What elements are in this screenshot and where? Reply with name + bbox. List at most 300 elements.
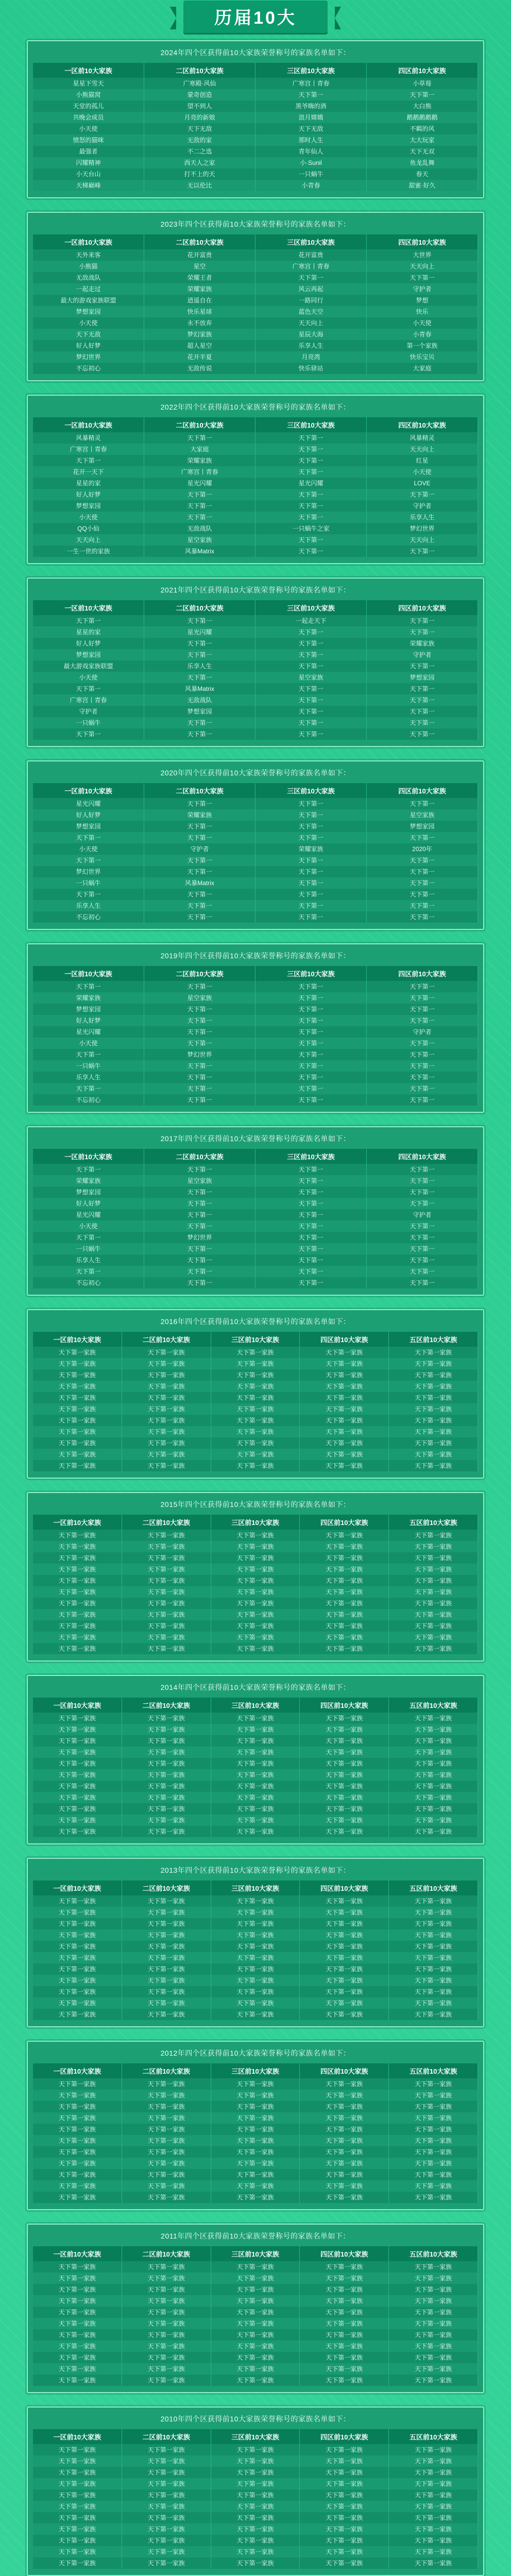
family-name-cell: 天下第一家族: [300, 1792, 389, 1803]
family-name-cell: 天下第一家族: [122, 1735, 211, 1747]
family-name-cell: 梦想家园: [33, 306, 144, 317]
family-name-cell: 天下第一: [367, 1164, 478, 1175]
family-name-cell: 天下第一家族: [300, 2101, 389, 2112]
family-name-cell: 梦幻世界: [144, 1232, 256, 1243]
family-name-cell: 天下第一: [144, 1243, 256, 1255]
family-name-cell: 天下第一家族: [300, 1963, 389, 1975]
family-name-cell: 天下第一: [144, 1026, 256, 1038]
family-name-cell: 天下第一家族: [33, 2341, 122, 2352]
column-header: 二区前10大家族: [122, 2429, 211, 2444]
section-caption: 2010年四个区获得前10大家族荣誉称号的家族名单如下：: [160, 2415, 351, 2423]
family-name-cell: 天下第一家族: [300, 1769, 389, 1781]
family-name-cell: 花开富贵: [256, 249, 367, 261]
family-name-cell: 星光闪耀: [33, 1026, 144, 1038]
family-name-cell: 天下第一家族: [33, 2329, 122, 2341]
family-name-cell: 天下第一: [367, 889, 478, 900]
family-name-cell: 天下第一: [256, 877, 367, 889]
family-name-cell: 天下第一家族: [389, 2501, 478, 2512]
family-name-cell: 一生一世的家族: [33, 546, 144, 557]
family-name-cell: 天下第一家族: [122, 1747, 211, 1758]
family-name-cell: 天下第一家族: [300, 1952, 389, 1963]
family-name-cell: 天天向上: [367, 444, 478, 455]
family-name-cell: 天下第一家族: [300, 1415, 389, 1426]
family-name-cell: 天下第一家族: [389, 2375, 478, 2386]
family-name-cell: 天下第一家族: [300, 2169, 389, 2180]
family-name-cell: 天下第一: [367, 1221, 478, 1232]
family-name-cell: 天下第一家族: [211, 1941, 300, 1952]
family-table: [33, 234, 478, 374]
family-name-cell: 好人好梦: [33, 1198, 144, 1209]
family-name-cell: 共晚会成员: [33, 112, 144, 123]
column-header: 五区前10大家族: [389, 2429, 478, 2444]
family-name-cell: 天下第一家族: [211, 1895, 300, 1907]
family-name-cell: 天下第一家族: [122, 2557, 211, 2569]
family-name-cell: 天下第一家族: [389, 1643, 478, 1654]
family-name-cell: 天下第一: [367, 694, 478, 706]
family-name-cell: 星空家族: [144, 534, 256, 546]
family-name-cell: 荣耀家族: [144, 809, 256, 821]
family-name-cell: 星光闪耀: [144, 478, 256, 489]
family-name-cell: 天下第一: [144, 1060, 256, 1072]
family-name-cell: 天下第一家族: [122, 1941, 211, 1952]
column-header: 二区前10大家族: [144, 63, 256, 78]
family-name-cell: 天下第一家族: [122, 1564, 211, 1575]
family-name-cell: 梦想家园: [367, 672, 478, 683]
family-name-cell: 天下第一家族: [122, 2146, 211, 2158]
family-table: [33, 2246, 478, 2386]
family-name-cell: 天下第一家族: [389, 2523, 478, 2535]
family-name-cell: 天下第一家族: [211, 1347, 300, 1358]
family-name-cell: 天下第一家族: [33, 2273, 122, 2284]
family-name-cell: 天下第一: [367, 855, 478, 866]
family-name-cell: 天下第一家族: [389, 1620, 478, 1632]
column-header: 三区前10大家族: [256, 63, 367, 78]
family-name-cell: 天下第一: [367, 272, 478, 283]
family-name-cell: 天下第一家族: [300, 1918, 389, 1929]
family-name-cell: 天下第一家族: [122, 2307, 211, 2318]
year-section: [27, 40, 484, 198]
column-header: 三区前10大家族: [211, 1332, 300, 1347]
family-name-cell: 天下第一家族: [300, 2546, 389, 2557]
family-name-cell: 天下第一家族: [389, 2101, 478, 2112]
family-name-cell: 天下第一家族: [211, 2124, 300, 2135]
family-name-cell: 天下第一: [256, 911, 367, 923]
family-name-cell: 天天向上: [367, 534, 478, 546]
family-name-cell: 天下第一家族: [211, 2535, 300, 2546]
family-name-cell: 乐享人生: [367, 512, 478, 523]
family-name-cell: 天下第一家族: [211, 1781, 300, 1792]
family-name-cell: 天下第一: [256, 1243, 367, 1255]
family-name-cell: 花开半夏: [144, 351, 256, 363]
family-name-cell: 大家庭: [144, 444, 256, 455]
family-name-cell: 一起走天下: [256, 615, 367, 626]
family-name-cell: 天下第一: [144, 855, 256, 866]
family-name-cell: 天下第一家族: [211, 2261, 300, 2273]
column-header: 一区前10大家族: [33, 2246, 122, 2261]
family-name-cell: 好人好梦: [33, 340, 144, 351]
family-name-cell: 天下第一家族: [211, 1449, 300, 1460]
family-name-cell: 天下第一家族: [33, 2192, 122, 2203]
family-name-cell: 天下第一: [144, 1198, 256, 1209]
family-name-cell: 天下第一家族: [33, 2478, 122, 2489]
family-name-cell: 天梯巅峰: [33, 180, 144, 191]
family-name-cell: 天下第一: [367, 660, 478, 672]
family-name-cell: 荣耀家族: [256, 843, 367, 855]
section-caption: 2011年四个区获得前10大家族荣誉称号的家族名单如下：: [161, 2232, 350, 2240]
family-name-cell: 天下第一家族: [300, 2284, 389, 2295]
family-name-cell: 天下第一: [33, 855, 144, 866]
column-header: 一区前10大家族: [33, 1880, 122, 1895]
section-caption: 2019年四个区获得前10大家族荣誉称号的家族名单如下：: [160, 952, 351, 960]
family-name-cell: 天下第一家族: [211, 1986, 300, 1997]
family-name-cell: 天下第一家族: [122, 1598, 211, 1609]
family-name-cell: 天下第一家族: [33, 2284, 122, 2295]
family-name-cell: 天下第一家族: [33, 2112, 122, 2124]
family-name-cell: 天下第一家族: [33, 2489, 122, 2501]
family-name-cell: 天下第一家族: [211, 1598, 300, 1609]
family-name-cell: 天下第一家族: [211, 1530, 300, 1541]
family-name-cell: 天下第一家族: [33, 1747, 122, 1758]
family-name-cell: 打不上的天: [144, 168, 256, 180]
family-name-cell: 星空家族: [256, 672, 367, 683]
family-name-cell: 天下第一: [367, 877, 478, 889]
family-name-cell: 天下第一: [256, 706, 367, 717]
family-name-cell: 天下第一: [256, 444, 367, 455]
family-name-cell: 天下第一: [367, 798, 478, 809]
family-name-cell: 天下第一家族: [122, 1895, 211, 1907]
family-name-cell: 天下第一家族: [300, 1609, 389, 1620]
family-name-cell: 天下第一家族: [211, 1826, 300, 1837]
family-name-cell: 天下第一家族: [33, 1437, 122, 1449]
family-name-cell: 好人好梦: [33, 638, 144, 649]
family-name-cell: 天下第一家族: [211, 2512, 300, 2523]
family-name-cell: 天下第一家族: [300, 2273, 389, 2284]
family-name-cell: 天下第一家族: [300, 2146, 389, 2158]
family-name-cell: 天下第一家族: [33, 2135, 122, 2146]
family-name-cell: 天下第一家族: [211, 2363, 300, 2375]
family-name-cell: 最强者: [33, 146, 144, 157]
family-name-cell: 天下第一家族: [33, 2078, 122, 2090]
family-name-cell: 天下第一家族: [211, 2101, 300, 2112]
family-name-cell: 天下第一: [144, 900, 256, 911]
family-name-cell: 蒙奇创造: [144, 89, 256, 100]
family-name-cell: 天下第一: [144, 500, 256, 512]
family-name-cell: 天下第一家族: [33, 2146, 122, 2158]
family-name-cell: 天下第一家族: [389, 1437, 478, 1449]
family-name-cell: 守护者: [367, 649, 478, 660]
family-name-cell: 天下第一: [144, 432, 256, 444]
family-name-cell: 月亮湾: [256, 351, 367, 363]
section-caption: 2020年四个区获得前10大家族荣誉称号的家族名单如下：: [160, 769, 351, 777]
family-name-cell: 天天向上: [33, 534, 144, 546]
family-name-cell: 一只蜗牛: [33, 1060, 144, 1072]
family-name-cell: 天下第一: [144, 1266, 256, 1277]
family-name-cell: 小草莓: [367, 78, 478, 89]
family-name-cell: 天下第一家族: [122, 2363, 211, 2375]
column-header: 二区前10大家族: [122, 1332, 211, 1347]
family-name-cell: 天下无敌: [33, 329, 144, 340]
family-name-cell: 天下第一家族: [300, 1713, 389, 1724]
family-name-cell: 天下第一家族: [211, 2284, 300, 2295]
family-name-cell: 天下第一家族: [300, 1575, 389, 1586]
family-name-cell: 天下第一家族: [389, 1815, 478, 1826]
family-name-cell: 天下第一: [367, 1187, 478, 1198]
family-name-cell: 天下第一: [256, 1187, 367, 1198]
family-name-cell: 天下第一: [367, 866, 478, 877]
family-name-cell: 不羁的风: [367, 123, 478, 134]
family-name-cell: 天下第一家族: [33, 1598, 122, 1609]
family-name-cell: 天下第一家族: [122, 1952, 211, 1963]
family-name-cell: 天下第一: [256, 1004, 367, 1015]
family-name-cell: 天下第一家族: [300, 1815, 389, 1826]
family-name-cell: 星光闪耀: [33, 1209, 144, 1221]
family-name-cell: 天下第一家族: [211, 1541, 300, 1552]
family-name-cell: 天下第一家族: [389, 1929, 478, 1941]
family-name-cell: 天下第一家族: [211, 2180, 300, 2192]
year-section: [27, 1126, 484, 1296]
family-name-cell: 天下第一: [144, 1209, 256, 1221]
column-header: 四区前10大家族: [367, 783, 478, 798]
family-name-cell: 天下第一家族: [33, 1369, 122, 1381]
section-caption: 2024年四个区获得前10大家族荣誉称号的家族名单如下：: [160, 48, 351, 57]
family-name-cell: 天下第一家族: [122, 1541, 211, 1552]
family-name-cell: 不忘初心: [33, 1277, 144, 1289]
family-name-cell: 天下第一: [256, 89, 367, 100]
family-name-cell: 天下第一: [144, 981, 256, 992]
family-name-cell: 天下第一: [144, 889, 256, 900]
family-name-cell: 天下第一家族: [211, 1952, 300, 1963]
family-name-cell: 天下第一家族: [122, 2489, 211, 2501]
family-name-cell: 小熊猫窝: [33, 89, 144, 100]
family-name-cell: 天下第一家族: [389, 2295, 478, 2307]
family-name-cell: 天下第一家族: [300, 1426, 389, 1437]
family-name-cell: 小青春: [367, 329, 478, 340]
family-name-cell: 天下第一: [144, 1072, 256, 1083]
family-name-cell: 小熊猫: [33, 261, 144, 272]
family-name-cell: 天下第一: [367, 911, 478, 923]
family-name-cell: 大大玩家: [367, 134, 478, 146]
family-name-cell: 天下第一家族: [211, 1724, 300, 1735]
family-name-cell: 天下第一家族: [33, 1347, 122, 1358]
family-name-cell: 广寒殿·风仙: [144, 78, 256, 89]
family-name-cell: 天下第一家族: [300, 1347, 389, 1358]
family-name-cell: 天下第一: [367, 1266, 478, 1277]
family-name-cell: 天下第一: [144, 1083, 256, 1094]
family-name-cell: 天下第一家族: [33, 1358, 122, 1369]
family-name-cell: 天下第一家族: [33, 2307, 122, 2318]
column-header: 一区前10大家族: [33, 234, 144, 249]
family-name-cell: 天下第一: [256, 821, 367, 832]
family-name-cell: 荣耀家族: [144, 283, 256, 295]
family-name-cell: 天下第一家族: [389, 2455, 478, 2467]
family-name-cell: 天下第一: [256, 992, 367, 1004]
column-header: 一区前10大家族: [33, 1515, 122, 1530]
family-name-cell: 天下第一家族: [389, 1986, 478, 1997]
family-name-cell: 天下第一家族: [122, 1586, 211, 1598]
family-name-cell: 天下第一家族: [122, 1758, 211, 1769]
column-header: 三区前10大家族: [211, 2246, 300, 2261]
year-section: [27, 1675, 484, 1844]
family-name-cell: 天下第一家族: [389, 2180, 478, 2192]
family-name-cell: 天下第一: [256, 900, 367, 911]
family-name-cell: 天下第一家族: [389, 2512, 478, 2523]
family-name-cell: 天下第一家族: [300, 1997, 389, 2009]
family-name-cell: 天下第一家族: [300, 1747, 389, 1758]
family-name-cell: 天下第一家族: [122, 1358, 211, 1369]
family-name-cell: 天下第一家族: [33, 1907, 122, 1918]
family-name-cell: QQ小仙: [33, 523, 144, 534]
family-table: [33, 1149, 478, 1289]
family-name-cell: 天堂的孤儿: [33, 100, 144, 112]
column-header: 四区前10大家族: [300, 2429, 389, 2444]
year-section: [27, 212, 484, 381]
column-header: 三区前10大家族: [211, 1698, 300, 1713]
column-header: 四区前10大家族: [300, 2063, 389, 2078]
family-name-cell: 天下第一家族: [122, 1724, 211, 1735]
family-name-cell: 天下第一家族: [211, 1564, 300, 1575]
family-name-cell: 小天使: [33, 1221, 144, 1232]
family-name-cell: 天下第一: [144, 728, 256, 740]
family-name-cell: 天下第一家族: [33, 1963, 122, 1975]
family-name-cell: 天下第一家族: [33, 1609, 122, 1620]
family-name-cell: 风暴Matrix: [144, 877, 256, 889]
family-name-cell: 天下第一家族: [122, 1575, 211, 1586]
family-name-cell: 天下第一: [256, 1094, 367, 1106]
family-name-cell: 广寒宫丨青春: [256, 261, 367, 272]
sections-container: [27, 40, 484, 2576]
column-header: 二区前10大家族: [122, 1698, 211, 1713]
family-name-cell: 天下第一: [256, 683, 367, 694]
family-name-cell: 天下第一: [367, 1004, 478, 1015]
family-name-cell: 天下第一家族: [211, 2192, 300, 2203]
family-name-cell: 天下第一: [144, 512, 256, 523]
family-name-cell: 天下第一家族: [122, 1437, 211, 1449]
family-name-cell: 风暴精灵: [33, 432, 144, 444]
family-name-cell: 天下第一家族: [122, 2295, 211, 2307]
family-name-cell: 小天使: [33, 672, 144, 683]
family-name-cell: 天下第一家族: [122, 1929, 211, 1941]
column-header: 二区前10大家族: [122, 1515, 211, 1530]
family-name-cell: 天下第一家族: [122, 1449, 211, 1460]
column-header: 五区前10大家族: [389, 2246, 478, 2261]
family-name-cell: 天下第一家族: [389, 1415, 478, 1426]
family-name-cell: 天下第一家族: [33, 1952, 122, 1963]
family-name-cell: 天下第一家族: [389, 1426, 478, 1437]
family-name-cell: 天下第一家族: [33, 2523, 122, 2535]
family-name-cell: 天下第一家族: [300, 2375, 389, 2386]
family-name-cell: 天下第一家族: [389, 2444, 478, 2455]
family-name-cell: 天下第一: [256, 1164, 367, 1175]
column-header: 三区前10大家族: [211, 1515, 300, 1530]
family-name-cell: 花开富贵: [144, 249, 256, 261]
family-name-cell: 梦幻世界: [367, 523, 478, 534]
family-name-cell: 天下第一家族: [211, 1747, 300, 1758]
column-header: 一区前10大家族: [33, 783, 144, 798]
family-name-cell: 天下第一家族: [389, 1997, 478, 2009]
year-section: [27, 578, 484, 747]
family-name-cell: 天下第一家族: [33, 2455, 122, 2467]
family-name-cell: 天下第一: [33, 1266, 144, 1277]
section-caption: 2021年四个区获得前10大家族荣誉称号的家族名单如下：: [160, 586, 351, 594]
family-name-cell: 天下第一: [144, 832, 256, 843]
column-header: 五区前10大家族: [389, 1880, 478, 1895]
family-name-cell: 天下第一家族: [122, 1369, 211, 1381]
family-name-cell: 天下第一: [367, 1060, 478, 1072]
family-name-cell: 天下第一家族: [211, 1929, 300, 1941]
family-name-cell: 星空家族: [367, 809, 478, 821]
family-name-cell: 天下第一家族: [300, 2261, 389, 2273]
family-name-cell: 天下第一家族: [300, 1460, 389, 1471]
family-name-cell: 天下第一家族: [389, 2467, 478, 2478]
column-header: 一区前10大家族: [33, 1332, 122, 1347]
family-name-cell: 天下第一家族: [389, 2489, 478, 2501]
family-name-cell: 鱼龙乱舞: [367, 157, 478, 168]
family-name-cell: 天下第一家族: [122, 1392, 211, 1403]
family-name-cell: 天下第一家族: [211, 2318, 300, 2329]
family-name-cell: 天下第一: [144, 1015, 256, 1026]
family-name-cell: 青年仙人: [256, 146, 367, 157]
family-name-cell: 天下第一家族: [211, 2375, 300, 2386]
family-name-cell: 天下第一家族: [33, 1460, 122, 1471]
family-name-cell: 天下第一家族: [211, 2078, 300, 2090]
family-name-cell: 星空家族: [144, 992, 256, 1004]
family-name-cell: 天下第一: [256, 626, 367, 638]
family-name-cell: 天下第一家族: [300, 1941, 389, 1952]
column-header: 三区前10大家族: [211, 2063, 300, 2078]
family-name-cell: 天下第一家族: [33, 1941, 122, 1952]
family-name-cell: 快乐宝贝: [367, 351, 478, 363]
column-header: 一区前10大家族: [33, 966, 144, 981]
family-name-cell: 天下第一家族: [389, 2261, 478, 2273]
family-name-cell: 天下第一家族: [389, 2146, 478, 2158]
family-name-cell: 天下第一家族: [389, 1575, 478, 1586]
family-name-cell: 天下第一家族: [33, 2512, 122, 2523]
family-name-cell: 小天使: [367, 317, 478, 329]
family-name-cell: 天下第一家族: [389, 2090, 478, 2101]
family-name-cell: 乐享人生: [33, 900, 144, 911]
family-name-cell: 天下第一家族: [33, 2009, 122, 2020]
family-name-cell: 乐享人生: [33, 1072, 144, 1083]
family-name-cell: 不忘初心: [33, 911, 144, 923]
family-name-cell: 梦幻世界: [33, 866, 144, 877]
family-name-cell: 天下第一家族: [211, 2352, 300, 2363]
family-name-cell: 天下第一家族: [300, 2352, 389, 2363]
family-table: [33, 783, 478, 923]
family-name-cell: 天下第一家族: [389, 1460, 478, 1471]
column-header: 四区前10大家族: [300, 1880, 389, 1895]
family-name-cell: 天下第一家族: [122, 1426, 211, 1437]
family-name-cell: 天下第一家族: [389, 2329, 478, 2341]
family-name-cell: 最大游戏家族联盟: [33, 660, 144, 672]
family-name-cell: 天下第一家族: [122, 2180, 211, 2192]
family-name-cell: 天下第一家族: [389, 2078, 478, 2090]
family-name-cell: 愤怒的猫咪: [33, 134, 144, 146]
family-name-cell: 天下第一家族: [300, 2478, 389, 2489]
family-name-cell: 一起走过: [33, 283, 144, 295]
family-name-cell: 天下第一家族: [122, 2101, 211, 2112]
family-name-cell: 天下第一家族: [33, 2124, 122, 2135]
family-name-cell: 天下第一家族: [389, 2557, 478, 2569]
family-name-cell: 天下第一家族: [122, 2455, 211, 2467]
family-name-cell: 天下第一家族: [122, 1918, 211, 1929]
family-name-cell: 天下第一家族: [122, 1460, 211, 1471]
family-name-cell: 天下第一: [144, 1221, 256, 1232]
family-name-cell: 天下第一家族: [389, 2112, 478, 2124]
family-name-cell: 无敌战队: [144, 694, 256, 706]
family-name-cell: 天下第一家族: [211, 1437, 300, 1449]
family-name-cell: 天下第一家族: [211, 2329, 300, 2341]
family-name-cell: 天下第一家族: [33, 1564, 122, 1575]
